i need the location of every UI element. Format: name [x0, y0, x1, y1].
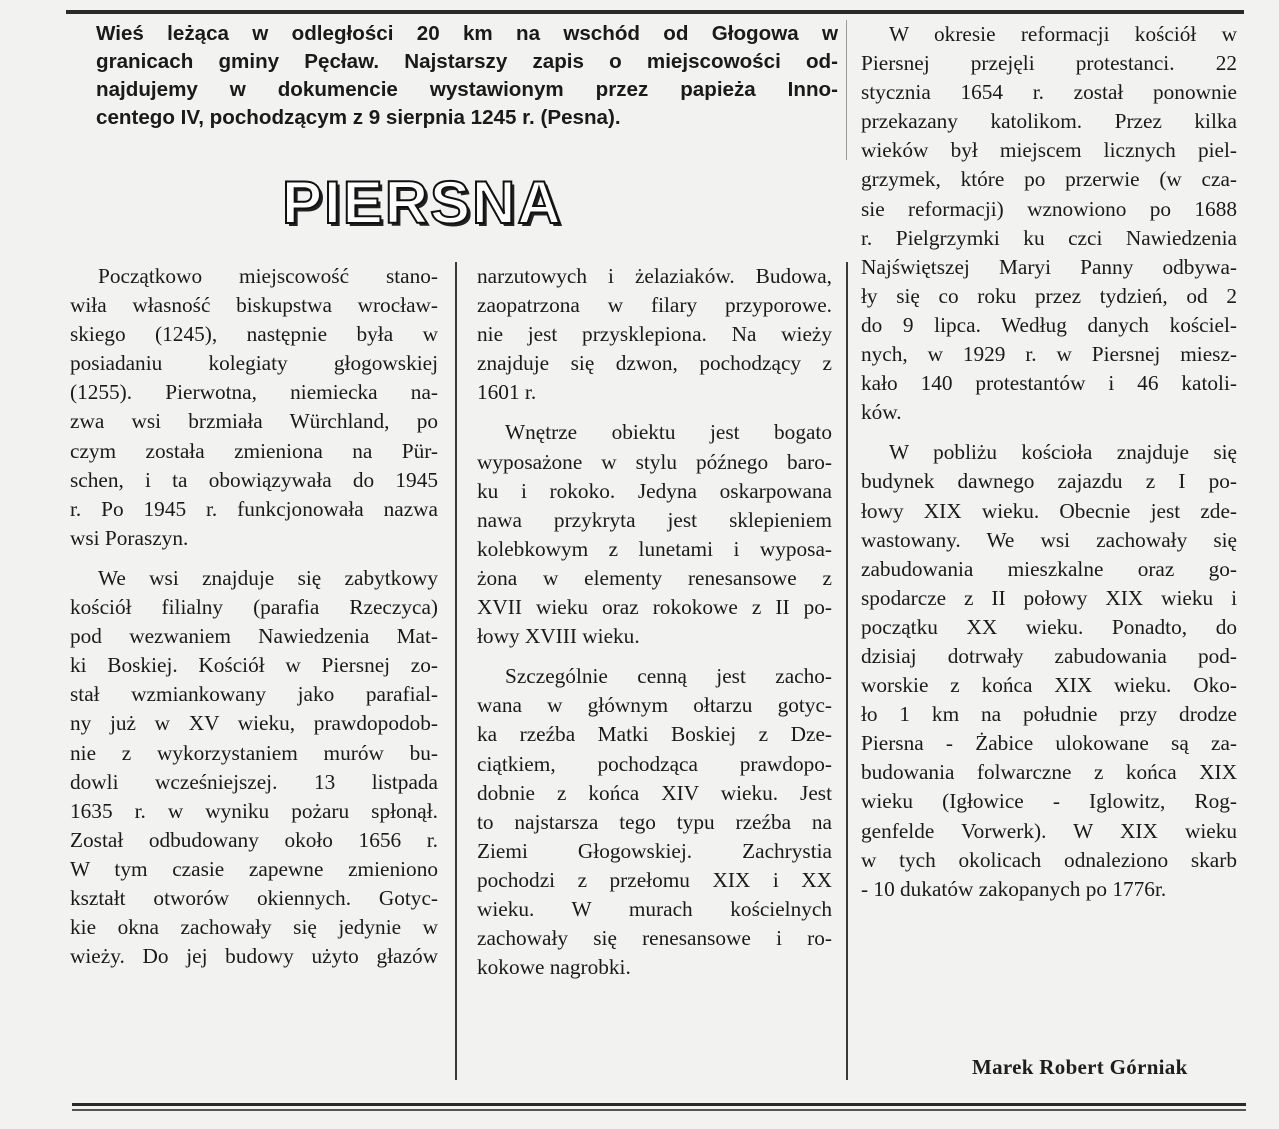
- lead-line: Wieś leżąca w odległości 20 km na wschód od Głogowa w: [96, 22, 838, 45]
- text-line: stał wzmiankowany jako parafial-: [70, 682, 438, 707]
- text-line: nie jest przysklepiona. Na wieży: [477, 322, 832, 347]
- text-line: r. Pielgrzymki ku czci Nawiedzenia: [861, 225, 1237, 250]
- text-line: kało 140 protestantów i 46 katoli-: [861, 371, 1237, 396]
- text-line: ło 1 km na południe przy drodze: [861, 702, 1237, 727]
- text-line: 1635 r. w wyniku pożaru spłonął.: [70, 798, 438, 823]
- text-line: ki Boskiej. Kościół w Piersnej zo-: [70, 653, 438, 678]
- bottom-rule: [72, 1103, 1246, 1106]
- text-line: W okresie reformacji kościół w: [889, 22, 1237, 46]
- text-line: W tym czasie zapewne zmieniono: [70, 856, 438, 881]
- text-line: - 10 dukatów zakopanych po 1776r.: [861, 876, 1167, 901]
- text-line: początku XX wieku. Ponadto, do: [861, 614, 1237, 639]
- text-line: wsi Poraszyn.: [70, 525, 189, 550]
- text-line: zachowały się renesansowe i ro-: [477, 926, 832, 951]
- text-line: skiego (1245), następnie była w: [70, 322, 438, 347]
- text-line: wana w głównym ołtarzu gotyc-: [477, 693, 832, 718]
- author-signature: Marek Robert Górniak: [972, 1055, 1188, 1079]
- text-line: (1255). Pierwotna, niemiecka na-: [70, 380, 438, 405]
- text-line: zabudowania mieszkalne oraz go-: [861, 556, 1237, 581]
- text-line: do 9 lipca. Według danych kościel-: [861, 312, 1237, 337]
- text-line: nie z wykorzystaniem murów bu-: [70, 740, 438, 765]
- text-line: łowy XVIII wieku.: [477, 624, 640, 649]
- text-line: r. Po 1945 r. funkcjonowała nazwa: [70, 496, 438, 521]
- text-line: żona w elementy renesansowe z: [477, 565, 832, 590]
- text-line: budynek dawnego zajazdu z I po-: [861, 469, 1237, 494]
- text-line: wieków był miejscem licznych piel-: [861, 138, 1237, 163]
- column-divider: [455, 262, 457, 1080]
- text-line: kolebkowym z lunetami i wyposa-: [477, 536, 832, 561]
- text-line: wieku. W murach kościelnych: [477, 896, 832, 921]
- text-line: W pobliżu kościoła znajduje się: [889, 440, 1237, 465]
- article-lead: [96, 20, 838, 132]
- text-line: grzymek, które po przerwie (w cza-: [861, 167, 1237, 192]
- text-line: kościół filialny (parafia Rzeczyca): [70, 595, 438, 620]
- top-rule: [66, 10, 1244, 14]
- text-line: Został odbudowany około 1656 r.: [70, 827, 438, 852]
- text-line: wiła własność biskupstwa wrocław-: [70, 293, 438, 318]
- text-line: genfelde Vorwerk). W XIX wieku: [861, 818, 1237, 843]
- text-line: Wnętrze obiektu jest bogato: [505, 420, 832, 445]
- text-line: Początkowo miejscowość stano-: [98, 264, 438, 288]
- text-line: narzutowych i żelaziaków. Budowa,: [477, 264, 832, 288]
- text-line: zaopatrzona w filary przyporowe.: [477, 293, 832, 318]
- text-line: ków.: [861, 400, 902, 425]
- text-line: kokowe nagrobki.: [477, 955, 631, 980]
- article-column-1: [70, 262, 438, 971]
- text-line: Ziemi Głogowskiej. Zachrystia: [477, 838, 832, 863]
- text-line: nych, w 1929 r. w Piersnej miesz-: [861, 342, 1237, 367]
- text-line: Piersna - Żabice ulokowane są za-: [861, 731, 1237, 756]
- text-line: wieku (Igłowice - Iglowitz, Rog-: [861, 789, 1237, 814]
- text-line: dowli wcześniejszej. 13 listpada: [70, 769, 438, 794]
- text-line: ku i rokoko. Jedyna oskarpowana: [477, 478, 832, 503]
- lead-line: centego IV, pochodzącym z 9 sierpnia 1245 r. (Pesna).: [96, 106, 621, 129]
- text-line: to najstarsza tego typu rzeźba na: [477, 809, 832, 834]
- text-line: stycznia 1654 r. został ponownie: [861, 80, 1237, 105]
- text-line: kształt otworów okiennych. Gotyc-: [70, 885, 438, 910]
- text-line: łowy XIX wieku. Obecnie jest zde-: [861, 498, 1237, 523]
- text-line: Piersnej przejęli protestanci. 22: [861, 51, 1237, 76]
- text-line: pod wezwaniem Nawiedzenia Mat-: [70, 624, 438, 649]
- text-line: 1601 r.: [477, 380, 537, 405]
- text-line: znajduje się dzwon, pochodzący z: [477, 351, 832, 376]
- text-line: Najświętszej Maryi Panny odbywa-: [861, 254, 1237, 279]
- text-line: posiadaniu kolegiaty głogowskiej: [70, 351, 438, 376]
- article-title: PIERSNA: [282, 169, 563, 236]
- text-line: ny już w XV wieku, prawdopodob-: [70, 711, 438, 736]
- text-line: dobnie z końca XIV wieku. Jest: [477, 780, 832, 805]
- lead-line: granicach gminy Pęcław. Najstarszy zapis o miejscowości od-: [96, 50, 838, 73]
- text-line: worskie z końca XIX wieku. Oko-: [861, 673, 1237, 698]
- text-line: kie okna zachowały się jedynie w: [70, 915, 438, 940]
- text-line: nawa przykryta jest sklepieniem: [477, 507, 832, 532]
- text-line: wyposażone w stylu późnego baro-: [477, 449, 832, 474]
- text-line: zwa wsi brzmiała Würchland, po: [70, 409, 438, 434]
- text-line: sie reformacji) wznowiono po 1688: [861, 196, 1237, 221]
- text-line: wieży. Do jej budowy użyto głazów: [70, 944, 438, 969]
- text-line: schen, i ta obowiązywała do 1945: [70, 467, 438, 492]
- text-line: czym została zmieniona na Pür-: [70, 438, 438, 463]
- lead-line: najdujemy w dokumencie wystawionym przez papieża Inno-: [96, 78, 838, 101]
- text-line: ciątkiem, pochodząca prawdopo-: [477, 751, 832, 776]
- text-line: dzisiaj dotrwały zabudowania pod-: [861, 643, 1237, 668]
- text-line: przekazany katolikom. Przez kilka: [861, 109, 1237, 134]
- text-line: pochodzi z przełomu XIX i XX: [477, 867, 832, 892]
- text-line: We wsi znajduje się zabytkowy: [98, 565, 438, 590]
- text-line: budowania folwarczne z końca XIX: [861, 760, 1237, 785]
- column-divider: [846, 262, 848, 1080]
- text-line: w tych okolicach odnaleziono skarb: [861, 847, 1237, 872]
- text-line: ka rzeźba Matki Boskiej z Dze-: [477, 722, 832, 747]
- text-line: spodarcze z II połowy XIX wieku i: [861, 585, 1237, 610]
- article-column-2: [477, 262, 832, 982]
- article-column-3: [861, 20, 1237, 904]
- bottom-rule-thin: [72, 1109, 1246, 1111]
- text-line: wastowany. We wsi zachowały się: [861, 527, 1237, 552]
- text-line: XVII wieku oraz rokokowe z II po-: [477, 595, 832, 620]
- text-line: Szczególnie cenną jest zacho-: [505, 664, 832, 689]
- column-divider: [846, 20, 847, 160]
- text-line: ły się co roku przez tydzień, od 2: [861, 283, 1237, 308]
